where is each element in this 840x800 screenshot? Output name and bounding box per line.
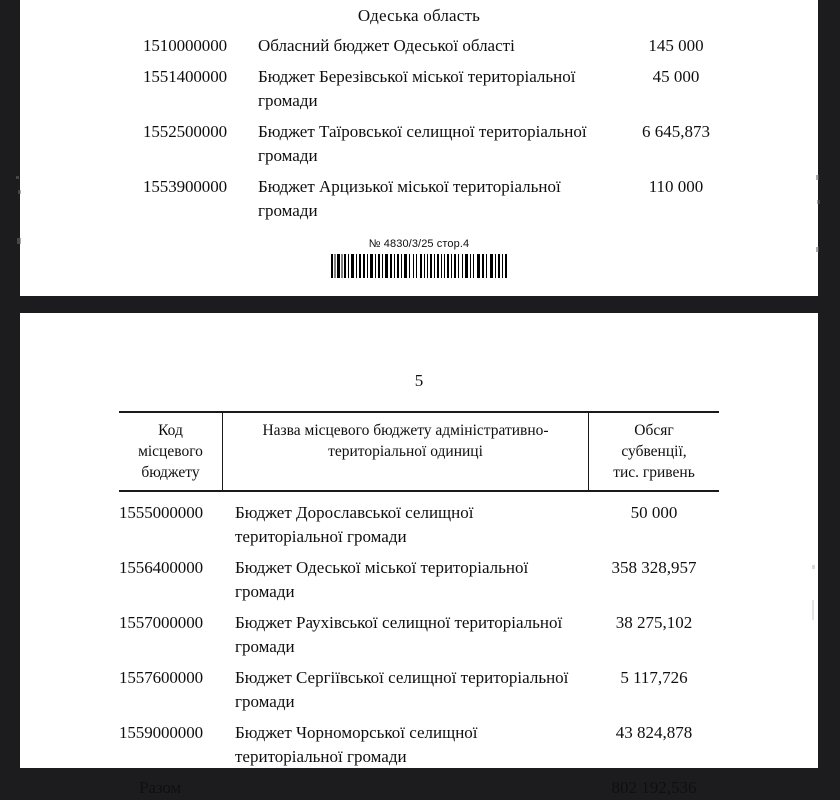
budget-code: 1553900000 xyxy=(143,177,228,196)
column-header-code-line2: місцевого xyxy=(138,443,203,460)
page-number: 5 xyxy=(414,371,424,390)
budget-amount: 5 117,726 xyxy=(620,668,688,687)
column-header-name xyxy=(223,413,589,490)
budget-amount: 43 824,878 xyxy=(615,723,693,742)
column-header-amount-line2: субвенції, xyxy=(621,443,687,460)
table-row xyxy=(143,65,818,113)
scan-artifact xyxy=(812,600,814,620)
table-total-row xyxy=(119,776,719,800)
budget-code: 1551400000 xyxy=(143,67,228,86)
column-header-name-line1: Назва місцевого бюджету адміністративно- xyxy=(262,422,549,439)
budget-name: Обласний бюджет Одеської області xyxy=(258,36,515,55)
budget-name: Бюджет Сергіївської селищної територіальної громади xyxy=(235,668,569,711)
budget-name: Бюджет Березівської міської територіальної громади xyxy=(258,67,576,110)
scan-artifact xyxy=(817,200,820,204)
column-header-amount-line3: тис. гривень xyxy=(613,464,695,481)
budget-rows-top xyxy=(20,34,818,223)
table-row xyxy=(143,175,818,223)
budget-code: 1510000000 xyxy=(143,36,228,55)
budget-amount: 6 645,873 xyxy=(642,122,710,141)
column-header-code xyxy=(119,413,223,490)
document-page-top xyxy=(20,0,818,296)
column-header-code-line1: Код xyxy=(158,422,183,439)
column-header-code-line3: бюджету xyxy=(141,464,200,481)
column-header-amount-line1: Обсяг xyxy=(634,422,674,439)
column-header-name-line2: територіальної одиниці xyxy=(328,443,483,460)
table-row xyxy=(119,556,719,604)
table-header-row xyxy=(119,411,719,492)
budget-amount: 38 275,102 xyxy=(615,613,693,632)
budget-amount: 110 000 xyxy=(648,177,704,196)
scan-artifact xyxy=(18,190,21,194)
table-body xyxy=(119,501,719,800)
table-row xyxy=(143,34,818,58)
table-row xyxy=(119,501,719,549)
budget-code: 1556400000 xyxy=(119,558,204,577)
table-row xyxy=(119,721,719,769)
budget-code: 1552500000 xyxy=(143,122,228,141)
table-row xyxy=(143,120,818,168)
table-row xyxy=(119,611,719,659)
budget-amount: 145 000 xyxy=(648,36,704,55)
subvention-table xyxy=(119,411,719,800)
table-row xyxy=(119,666,719,714)
budget-name: Бюджет Одеської міської територіальної громади xyxy=(235,558,529,601)
budget-name: Бюджет Арцизької міської територіальної громади xyxy=(258,177,561,220)
total-spacer xyxy=(223,776,589,800)
budget-name: Бюджет Дорославської селищної територіальної громади xyxy=(235,503,474,546)
budget-code: 1555000000 xyxy=(119,503,204,522)
section-title-oblast: Одеська область xyxy=(357,6,481,25)
budget-amount: 358 328,957 xyxy=(611,558,697,577)
budget-amount: 45 000 xyxy=(652,67,700,86)
budget-name: Бюджет Таїровської селищної територіальної громади xyxy=(258,122,587,165)
total-label: Разом xyxy=(139,778,182,797)
scan-artifact xyxy=(816,175,819,180)
total-amount: 802 192,536 xyxy=(611,778,697,797)
budget-code: 1557600000 xyxy=(119,668,204,687)
budget-amount: 50 000 xyxy=(630,503,678,522)
scan-artifact xyxy=(17,238,21,244)
budget-code: 1559000000 xyxy=(119,723,204,742)
scan-artifact xyxy=(816,247,819,252)
budget-name: Бюджет Чорноморської селищної територіальної громади xyxy=(235,723,478,766)
budget-code: 1557000000 xyxy=(119,613,204,632)
scan-artifact xyxy=(812,565,815,569)
document-page-bottom xyxy=(20,313,818,797)
document-reference-number: № 4830/3/25 стор.4 xyxy=(368,238,470,250)
column-header-amount xyxy=(589,413,719,490)
scan-artifact xyxy=(16,176,19,179)
budget-name: Бюджет Раухівської селищної територіальної громади xyxy=(235,613,563,656)
document-footer xyxy=(20,238,818,278)
barcode xyxy=(331,254,507,278)
